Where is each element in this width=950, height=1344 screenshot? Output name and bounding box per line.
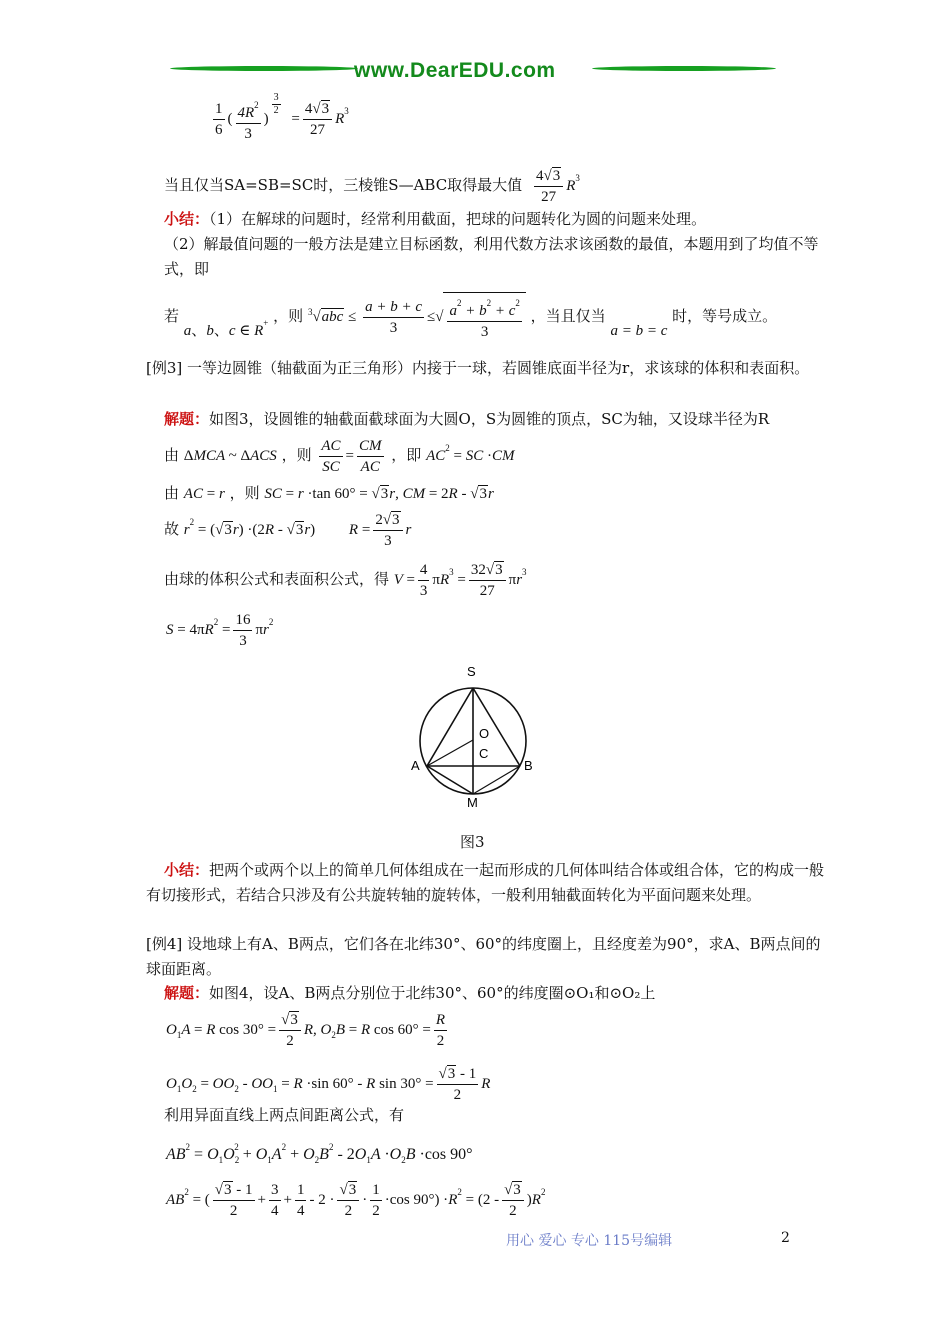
text-max-condition: 当且仅当SA=SB=SC时，三棱锥S—ABC取得最大值 $\frac{4√3}{27}$ $R^3$ xyxy=(164,168,580,205)
page-number: 2 xyxy=(781,1230,790,1246)
solution-4-use: 利用异面直线上两点间距离公式，有 xyxy=(164,1106,405,1124)
figure-label-a: A xyxy=(411,758,420,773)
site-brand: www.DearEDU.com xyxy=(354,59,556,82)
summary-2: 小结：把两个或两个以上的简单几何体组成在一起而形成的几何体叫结合体或组合体，它的构成一般有切接形式，若结合只涉及有公共旋转轴的旋转体，一般利用轴截面转化为平面问题来处理。 xyxy=(146,861,825,904)
summary-1-part2: （2）解最值问题的一般方法是建立目标函数，利用代数方法求该函数的最值，本题用到了均值不等式，即 xyxy=(164,235,819,278)
solution-3-volume: 由球的体积公式和表面积公式，得 V = $\frac{4}{3}$ $\pi R^3$ = $\frac{32√3}{27}$ $\pi r^3$ xyxy=(164,562,527,599)
figure-line-am xyxy=(427,766,473,794)
formula-volume-max: $\frac{1}{6}$ ( $\frac{4R^2}{3}$ ) $\frac{3}{2}$ = $\frac{4√3}{27}$ $R^3$ xyxy=(215,92,349,143)
figure-line-sa xyxy=(427,688,473,766)
solution-4-radii: $O_1A = R$ cos 30° = $\frac{√3}{2}$ R, $O_2B = R$ cos 60° = $\frac{R}{2}$ xyxy=(166,1012,446,1049)
solution-3-similar: 由 ΔMCA ~ ΔACS ，则 $\frac{AC}{SC}$ = $\frac{CM}{AC}$ ，即 $AC^2$ = SC ·CM xyxy=(164,438,515,475)
solution-4-ab2-computed: $AB^2$ = ( $\frac{√3 - 1}{2}$ + $\frac{3}{4}$ + $\frac{1}{4}$ - 2 · $\frac{√3}{2}$ · $\frac{1}{2}$ ·cos $90^\circ) \cdot R^2 = (2$ - $\frac{√3}{2}$ )$R^2$ xyxy=(166,1182,546,1219)
example-4: [例4] 设地球上有A、B两点，它们各在北纬30°、60°的纬度圈上，且经度差为90°，求A、B两点间的球面距离。 xyxy=(146,935,821,978)
figure-label-c: C xyxy=(479,746,489,761)
solution-3-intro: 解题：如图3，设圆锥的轴截面截球面为大圆O，S为圆锥的顶点，SC为轴，又设球半径为R xyxy=(164,410,770,428)
solution-3-gu: 故 $r^2 = (√3r) \cdot(2R - √3r) R$ = $\frac{2√3}{3}$ r xyxy=(164,512,412,549)
figure-label-b: B xyxy=(524,758,533,773)
solution-4-intro: 解题：如图4，设A、B两点分别位于北纬30°、60°的纬度圈⊙O₁和⊙O₂上 xyxy=(164,984,656,1002)
figure-label-m: M xyxy=(467,795,478,810)
summary-1: 小结：（1）在解球的问题时，经常利用截面，把球的问题转化为圆的问题来处理。 xyxy=(164,210,707,228)
example-3: [例3] 一等边圆锥（轴截面为正三角形）内接于一球，若圆锥底面半径为r，求该球的体积和表面积。 xyxy=(146,359,810,377)
figure-label-o: O xyxy=(479,726,490,741)
inequality-line: 若 a、b、c ∈ R+ ，则 $^3$√abc ≤ $\frac{a + b + c}{3}$ ≤√ $\frac{a^2 + b^2 + c^2}{3}$ ，当且仅当 a = b = c 时，等号成立。 xyxy=(164,292,777,342)
footer-credit: 用心 爱心 专心 115号编辑 xyxy=(506,1233,673,1249)
solution-4-distance: $O_1O_2 = OO_2 - OO_1 = R \cdot\sin$ 60° - R sin 30° = $\frac{√3 - 1}{2}$ R xyxy=(166,1066,491,1103)
figure-label-s: S xyxy=(467,664,476,679)
figure-3-diagram xyxy=(405,660,545,810)
solution-3-surface: $S = 4\pi R^2$ = $\frac{16}{3}$ $\pi r^2$ xyxy=(166,612,274,649)
figure-3-caption: 图3 xyxy=(460,833,485,851)
solution-3-ac: 由 AC = r ，则 SC = r ·tan 60° = √3r, CM = 2R - √3r xyxy=(164,484,494,502)
header-swoosh-right xyxy=(592,66,776,71)
header-swoosh-left xyxy=(170,66,358,71)
solution-4-ab2-formula: $AB^2 = O_1O_2^2 + O_1A^2 + O_2B^2 - 2O_1A \cdot O_2B \cdot\cos$ 90° xyxy=(166,1142,473,1165)
figure-line-bm xyxy=(473,766,520,794)
